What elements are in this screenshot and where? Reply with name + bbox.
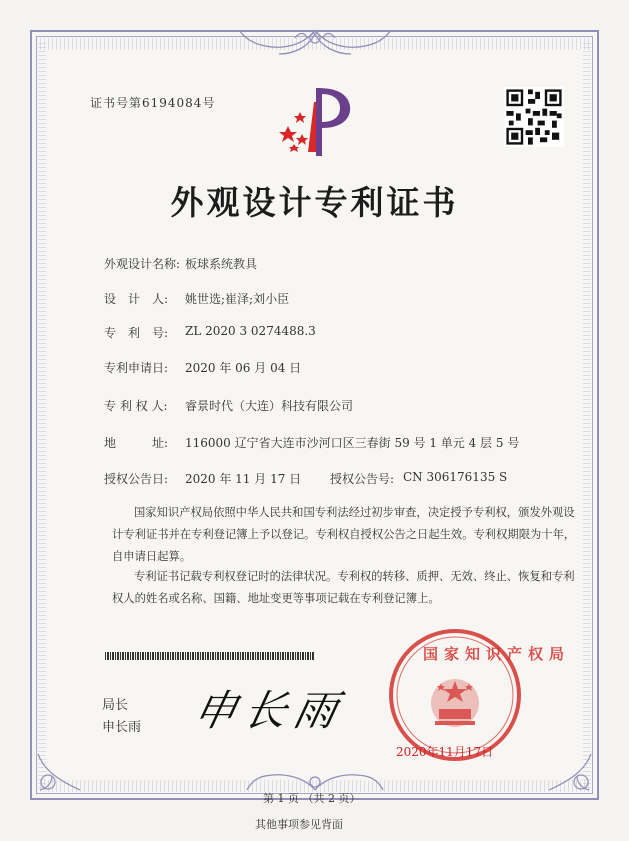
director-title: 局长 (102, 698, 129, 713)
address-value: 116000 辽宁省大连市沙河口区三春街 59 号 1 单元 4 层 5 号 (185, 436, 520, 450)
filing-date-label: 专利申请日: (104, 361, 169, 375)
qr-code-icon (504, 87, 564, 147)
seal-date: 2020年11月17日 (396, 745, 494, 759)
seal-text: 国家知识产权局 (423, 645, 571, 663)
patent-number-value: ZL 2020 3 0274488.3 (185, 324, 316, 338)
patentee-value: 睿景时代（大连）科技有限公司 (185, 399, 354, 413)
left-guilloche (38, 42, 46, 788)
certificate-number: 证书号第6194084号 (90, 96, 216, 110)
right-guilloche (583, 42, 591, 788)
director-name: 申长雨 (102, 720, 142, 735)
statement-paragraph-2: 专利证书记载专利权登记时的法律状况。专利权的转移、质押、无效、终止、恢复和专利权人的姓名或名称、国籍、地址变更等事项记载在专利登记簿上。 (112, 570, 575, 605)
address-label: 地 址: (104, 436, 169, 450)
designer-label: 设 计 人: (104, 292, 169, 306)
filing-date-value: 2020 年 06 月 04 日 (185, 361, 302, 375)
page-indicator: 第 1 页 （共 2 页） (263, 792, 361, 805)
designer-value: 姚世选;崔泽;刘小臣 (185, 292, 290, 306)
statement-paragraph-1: 国家知识产权局依照中华人民共和国专利法经过初步审查，决定授予专利权，颁发外观设计专利证书并在专利登记簿上予以登记。专利权自授权公告之日起生效。专利权期限为十年，自申请日起算。 (112, 506, 576, 563)
patentee-label: 专 利 权 人: (104, 399, 168, 413)
barcode (105, 652, 315, 660)
grant-date-label: 授权公告日: (104, 472, 169, 486)
corner-ornament-br-icon (545, 750, 595, 796)
footer-note: 其他事项参见背面 (255, 818, 343, 831)
certificate-title: 外观设计专利证书 (170, 183, 459, 222)
grant-date-value: 2020 年 11 月 17 日 (185, 472, 302, 486)
patent-number-label: 专 利 号: (104, 326, 169, 340)
patent-office-logo-icon (278, 82, 358, 162)
grant-number-value: CN 306176135 S (403, 470, 508, 484)
certificate-page (30, 30, 599, 805)
design-name-value: 板球系统教具 (185, 257, 258, 271)
top-ornament-icon (235, 24, 395, 64)
design-name-label: 外观设计名称: (104, 257, 181, 271)
grant-number-label: 授权公告号: (330, 472, 395, 486)
corner-ornament-bl-icon (34, 750, 84, 796)
director-signature: 申长雨 (189, 686, 350, 735)
